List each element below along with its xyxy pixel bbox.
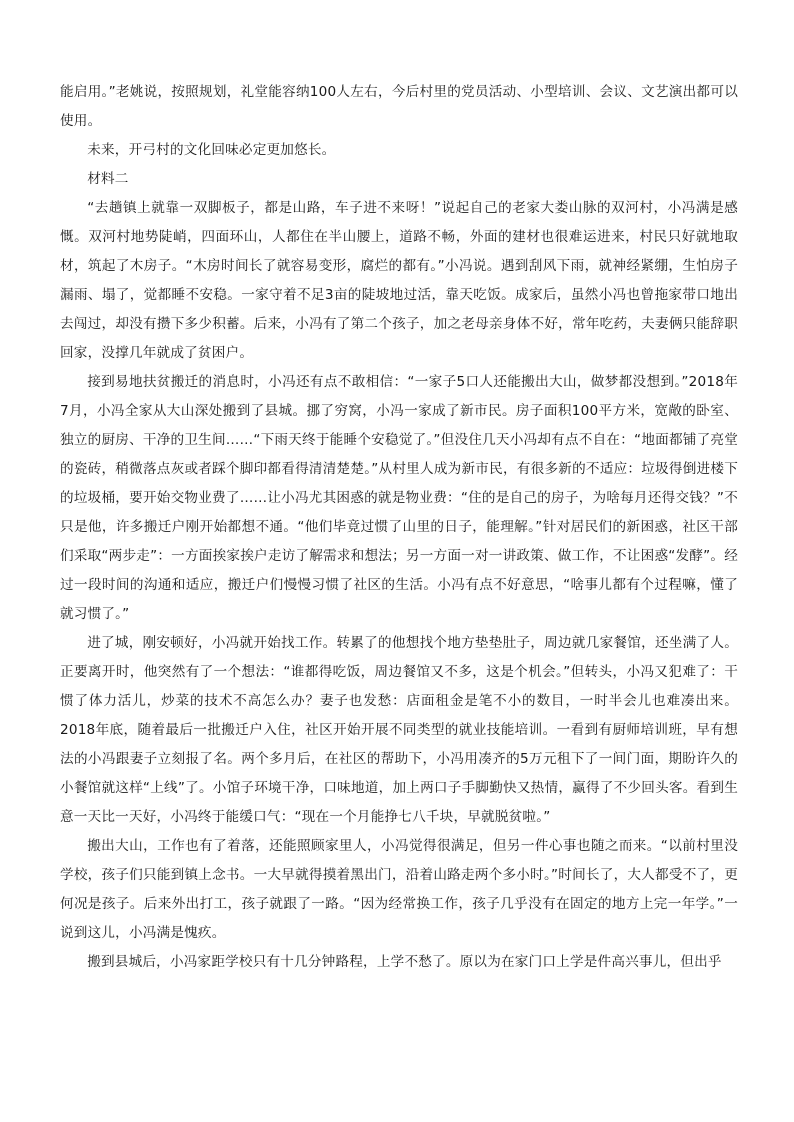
paragraph-restaurant: 进了城，刚安顿好，小冯就开始找工作。转累了的他想找个地方垫垫肚子，周边就几家餐馆，还坐满了人。正要离开时，他突然有了一个想法：“谁都得吃饭，周边餐馆又不多，这是个机会。”但转头，小冯又犯难了：干惯了体力活儿，炒菜的技术不高怎么办？妻子也发愁：店面租金是笔不小的数目，一时半会儿也难凑出来。2018年底，随着最后一批搬迁户入住，社区开始开展不同类型的就业技能培训。一看到有厨师培训班，早有想法的小冯跟妻子立刻报了名。两个多月后，在社区的帮助下，小冯用凑齐的5万元租下了一间门面，期盼许久的小餐馆就这样“上线”了。小馆子环境干净，口味地道，加上两口子手脚勤快又热情，赢得了不少回头客。看到生意一天比一天好，小冯终于能缓口气：“现在一个月能挣七八千块，早就脱贫啦。” [60,635,738,825]
paragraph-children-school: 搬出大山，工作也有了着落，还能照顾家里人，小冯觉得很满足，但另一件心事也随之而来。“以前村里没学校，孩子们只能到镇上念书。一大早就得摸着黑出门，沿着山路走两个多小时。”时间长了，大人都受不了，更何况是孩子。后来外出打工，孩子就跟了一路。“因为经常换工作，孩子几乎没有在固定的地方上完一年学。”一说到这儿，小冯满是愧疚。 [60,838,738,941]
paragraph-future: 未来，开弓村的文化回味必定更加悠长。 [87,142,336,158]
section-heading-material-two: 材料二 [87,171,129,187]
paragraph-continuation: 能启用。”老姚说，按照规划，礼堂能容纳100人左右，今后村里的党员活动、小型培训、会议、文艺演出都可以使用。 [60,84,738,129]
paragraph-relocation: 接到易地扶贫搬迁的消息时，小冯还有点不敢相信：“一家子5口人还能搬出大山，做梦都没想到。”2018年7月，小冯全家从大山深处搬到了县城。挪了穷窝，小冯一家成了新市民。房子面积100平方米，宽敞的卧室、独立的厨房、干净的卫生间……“下雨天终于能睡个安稳觉了。”但没住几天小冯却有点不自在：“地面都铺了亮堂的瓷砖，稍微落点灰或者踩个脚印都看得清清楚楚。”从村里人成为新市民，有很多新的不适应：垃圾得倒进楼下的垃圾桶，要开始交物业费了……让小冯尤其困惑的就是物业费：“住的是自己的房子，为啥每月还得交钱？”不只是他，许多搬迁户刚开始都想不通。“他们毕竟过惯了山里的日子，能理解。”针对居民们的新困惑，社区干部们采取“两步走”：一方面挨家挨户走访了解需求和想法；另一方面一对一讲政策、做工作，不让困惑“发酵”。经过一段时间的沟通和适应，搬迁户们慢慢习惯了社区的生活。小冯有点不好意思，“啥事儿都有个过程嘛，懂了就习惯了。” [60,374,738,622]
document-body [60,78,738,977]
paragraph-county-school: 搬到县城后，小冯家距学校只有十几分钟路程，上学不愁了。原以为在家门口上学是件高兴事儿，但出乎 [87,954,722,970]
paragraph-hometown: “去趟镇上就靠一双脚板子，都是山路，车子进不来呀！”说起自己的老家大娄山脉的双河村，小冯满是感慨。双河村地势陡峭，四面环山，人都住在半山腰上，道路不畅，外面的建材也很难运进来，村民只好就地取材，筑起了木房子。“木房时间长了就容易变形，腐烂的都有。”小冯说。遇到刮风下雨，就神经紧绷，生怕房子漏雨、塌了，觉都睡不安稳。一家守着不足3亩的陡坡地过活，靠天吃饭。成家后，虽然小冯也曾拖家带口地出去闯过，却没有攒下多少积蓄。后来，小冯有了第二个孩子，加之老母亲身体不好，常年吃药，夫妻俩只能辞职回家，没撑几年就成了贫困户。 [60,200,738,361]
